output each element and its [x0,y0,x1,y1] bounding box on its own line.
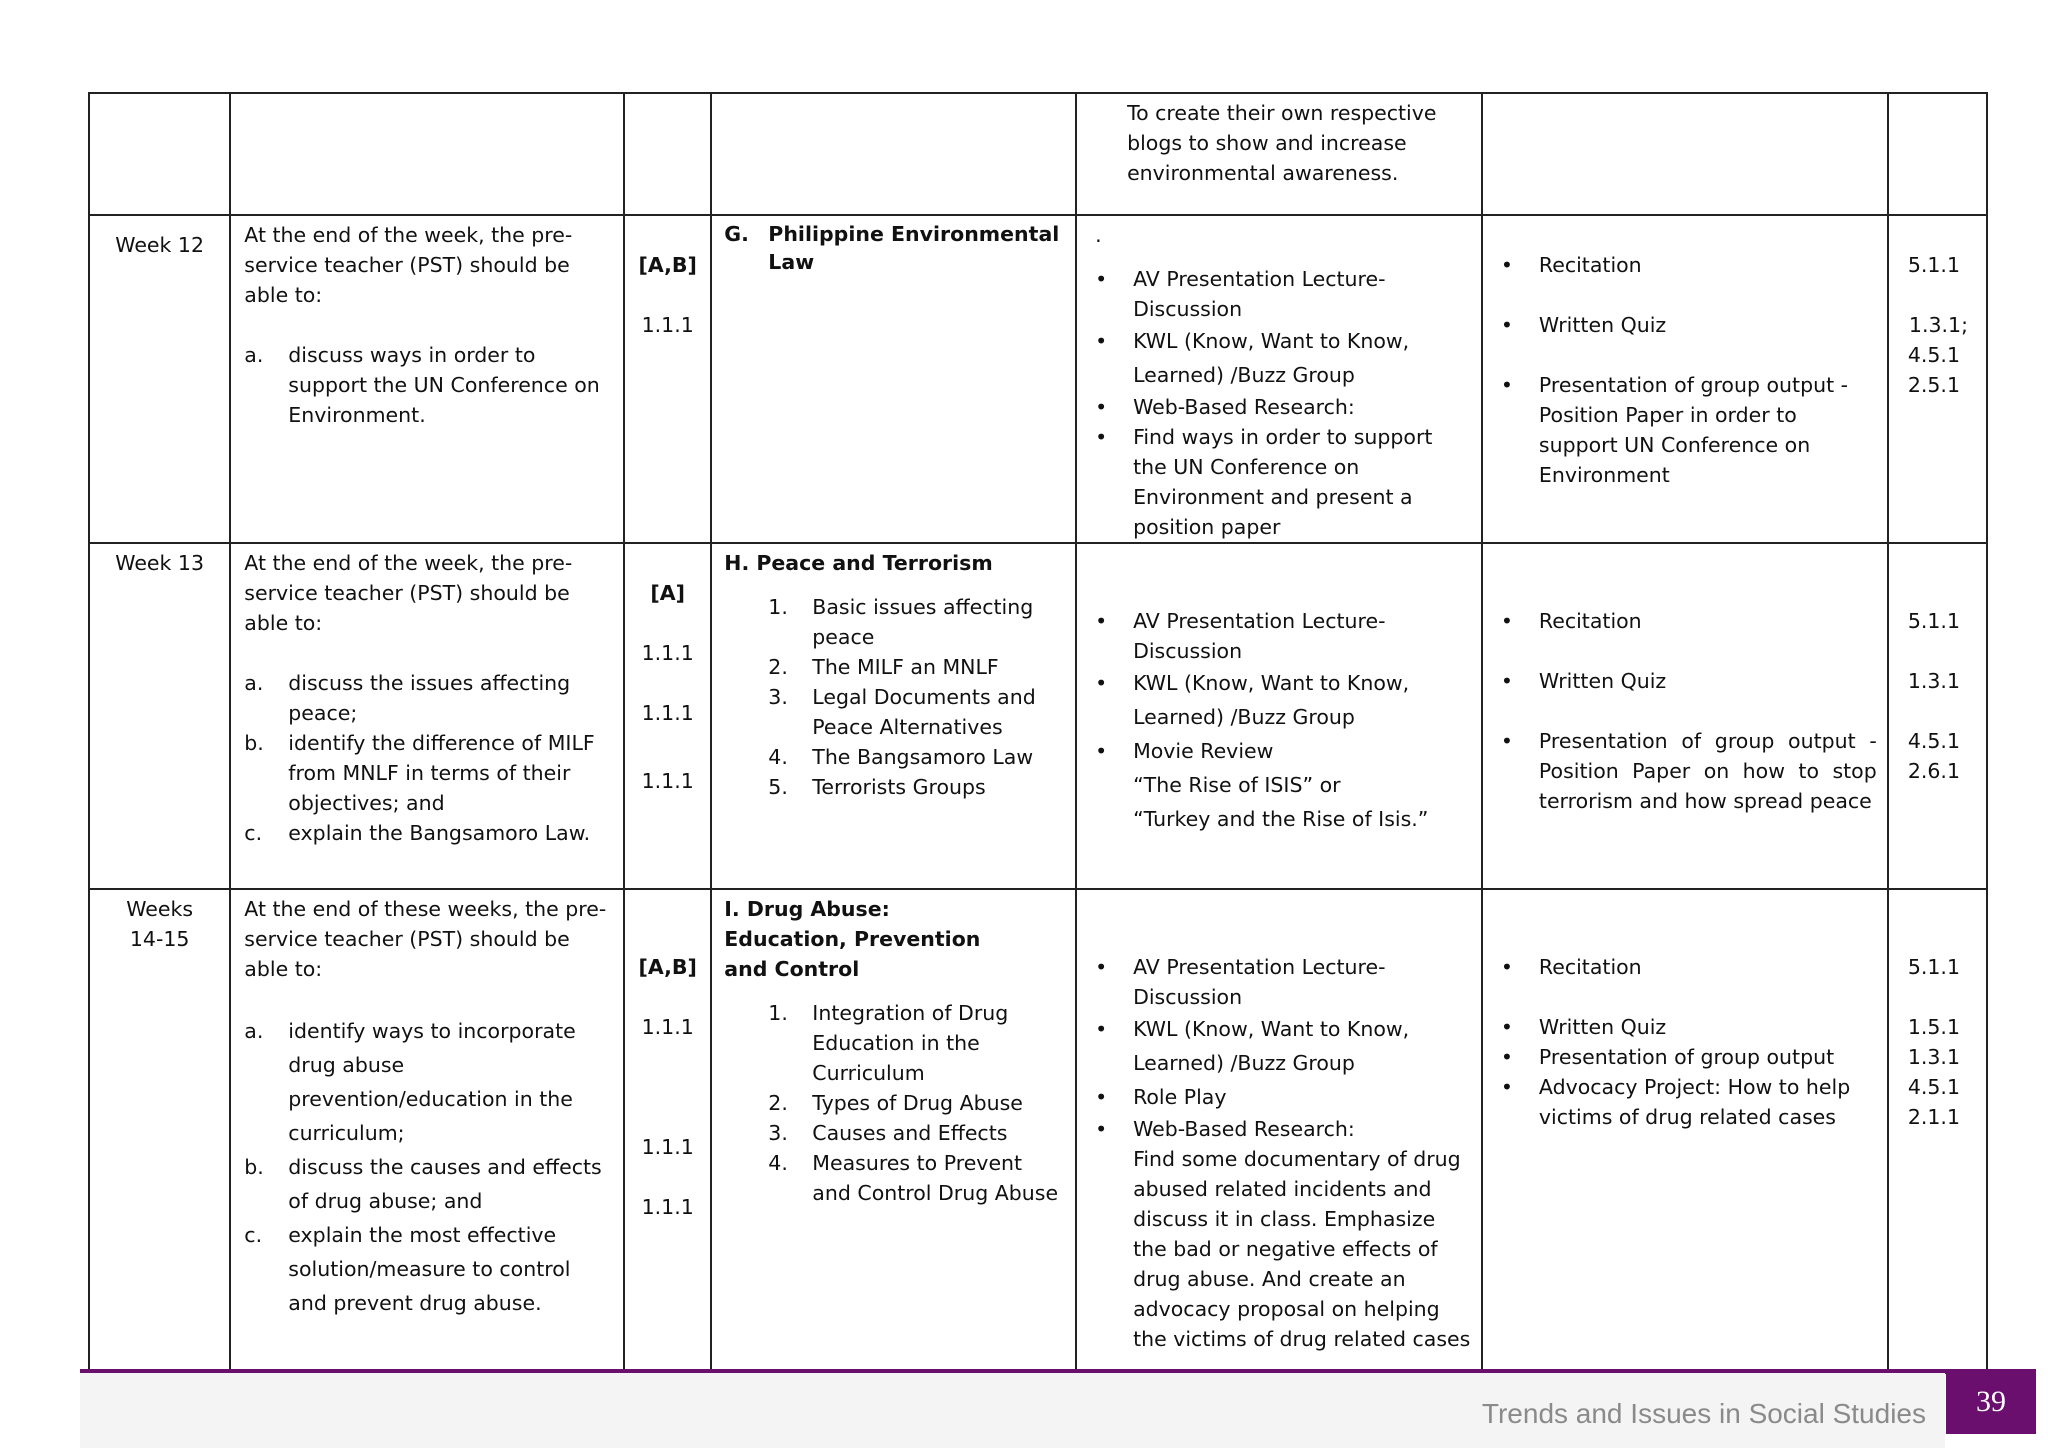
activity-subtext: “The Rise of ISIS” or [1133,773,1341,797]
bullet-icon: • [1095,1017,1108,1041]
bullet-icon: • [1095,739,1108,763]
activity-dot: . [1095,223,1102,247]
outcomes-intro: At the end of the week, the pre-service teacher (PST) should be able to: [244,223,573,307]
topic-text: Measures to Prevent and Control Drug Abuse [812,1151,1059,1205]
activity-item [1087,1012,1471,1080]
outcomes-cell [230,543,624,889]
week-cell [89,543,230,889]
objective-marker: a. [244,1019,264,1043]
topic-text: The Bangsamoro Law [812,745,1034,769]
activity-text: Web-Based Research: [1133,395,1355,419]
standard-code: 5.1.1 [1907,609,1960,633]
standard-code: 1.5.1 [1907,1015,1960,1039]
standard-code: 2.1.1 [1907,1105,1960,1129]
domain-code: [A,B] [638,955,697,979]
assessment-text: Recitation [1538,609,1642,633]
activity-item [1087,606,1471,666]
activity-item [1087,264,1471,324]
objective-text: discuss ways in order to support the UN Conference on Environment. [288,343,600,427]
topic-text: Types of Drug Abuse [812,1091,1023,1115]
bullet-icon: • [1095,1117,1108,1141]
topics-cell [711,889,1076,1373]
topic-marker: 1. [768,1001,788,1025]
table-row [89,215,1987,543]
assessment-text: Written Quiz [1538,669,1667,693]
bullet-icon: • [1500,955,1513,979]
bullet-icon: • [1095,425,1108,449]
topic-item [724,998,1067,1088]
standard-code: 5.1.1 [1907,253,1960,277]
topic-marker: 3. [768,685,788,709]
topic-item [724,592,1067,652]
domain-code: 1.1.1 [641,313,694,337]
assessment-text: Presentation of group output -Position Paper on how to stop terrorism and how spread peace [1538,729,1877,813]
standard-code: 5.1.1 [1907,955,1960,979]
activity-subtext: “Turkey and the Rise of Isis.” [1133,807,1429,831]
topic-title: Philippine Environmental Law [768,222,1060,274]
domain-cell [624,889,711,1373]
domain-code: 1.1.1 [641,1015,694,1039]
domain-cell [624,543,711,889]
activity-text: Web-Based Research: [1133,1117,1355,1141]
domain-cell [624,215,711,543]
bullet-icon: • [1095,955,1108,979]
standard-code: 1.3.1 [1907,669,1960,693]
activity-text: AV Presentation Lecture-Discussion [1133,267,1386,321]
topic-item [724,652,1067,682]
objective-item [244,340,615,430]
topic-title: H. Peace and Terrorism [724,551,993,575]
outcomes-cell [230,93,624,215]
objective-marker: c. [244,821,263,845]
assessment-item [1493,726,1877,816]
topic-item [724,682,1067,742]
standards-cell [1888,889,1987,1373]
activity-item [1087,392,1471,422]
bullet-icon: • [1095,395,1108,419]
domain-code: 1.1.1 [641,701,694,725]
assessment-item [1493,1042,1877,1072]
topic-text: The MILF an MNLF [812,655,999,679]
objective-marker: b. [244,731,264,755]
topic-marker: 2. [768,655,788,679]
activity-item [1087,666,1471,734]
objective-item [244,668,615,728]
objective-item [244,1150,615,1218]
standards-cell [1888,215,1987,543]
topic-item [724,1088,1067,1118]
assessment-text: Presentation of group output -Position Paper in order to support UN Conference on Environment [1538,373,1849,487]
table-row [89,889,1987,1373]
standards-cell [1888,543,1987,889]
topic-item [724,1148,1067,1208]
topic-marker: G. [724,222,749,246]
activity-item [1087,1080,1471,1114]
topic-item [724,742,1067,772]
activities-cell [1076,215,1482,543]
outcomes-intro: At the end of these weeks, the pre-service teacher (PST) should be able to: [244,897,607,981]
topic-text: Causes and Effects [812,1121,1008,1145]
activity-line: blogs to show and increase [1127,131,1407,155]
assessment-text: Recitation [1538,955,1642,979]
objective-text: discuss the causes and effects of drug abuse; and [288,1155,602,1213]
table-row [89,93,1987,215]
objective-text: explain the most effective solution/measure to control and prevent drug abuse. [288,1223,571,1315]
week-label: Week 12 [115,233,205,257]
domain-code: 1.1.1 [641,641,694,665]
assessment-item [1493,1072,1877,1132]
week-cell [89,215,230,543]
activity-item [1087,422,1471,542]
objective-marker: c. [244,1223,263,1247]
objective-text: discuss the issues affecting peace; [288,671,571,725]
topic-text: Integration of Drug Education in the Curriculum [812,1001,1009,1085]
week-cell [89,889,230,1373]
bullet-icon: • [1500,1075,1513,1099]
standard-code: 2.5.1 [1907,373,1960,397]
outcomes-cell [230,889,624,1373]
topic-marker: 3. [768,1121,788,1145]
bullet-icon: • [1500,1045,1513,1069]
outcomes-intro: At the end of the week, the pre-service teacher (PST) should be able to: [244,551,573,635]
objective-text: explain the Bangsamoro Law. [288,821,591,845]
topic-item [724,1118,1067,1148]
assessment-item [1493,666,1877,696]
activity-text: AV Presentation Lecture-Discussion [1133,955,1386,1009]
page-number: 39 [1946,1369,2036,1434]
assessment-item [1493,1012,1877,1042]
topic-marker: 5. [768,775,788,799]
activity-text: KWL (Know, Want to Know, Learned) /Buzz Group [1133,1017,1410,1075]
syllabus-table [88,92,1988,1374]
activity-text: Role Play [1133,1085,1227,1109]
activity-item [1087,324,1471,392]
bullet-icon: • [1500,1015,1513,1039]
topic-title: I. Drug Abuse: Education, Prevention and Control [724,897,981,981]
assessment-text: Recitation [1538,253,1642,277]
objective-text: identify the difference of MILF from MNLF in terms of their objectives; and [288,731,595,815]
assessment-item [1493,250,1877,280]
topic-marker: 2. [768,1091,788,1115]
activity-text: Find ways in order to support the UN Conference on Environment and present a position paper [1133,425,1433,539]
bullet-icon: • [1095,671,1108,695]
bullet-icon: • [1095,1085,1108,1109]
topics-cell [711,543,1076,889]
assessment-item [1493,952,1877,982]
domain-cell [624,93,711,215]
bullet-icon: • [1500,669,1513,693]
standards-cell [1888,93,1987,215]
assessment-text: Presentation of group output [1538,1045,1835,1069]
bullet-icon: • [1500,729,1513,753]
domain-code: 1.1.1 [641,1195,694,1219]
objective-marker: a. [244,671,264,695]
objective-text: identify ways to incorporate drug abuse prevention/education in the curriculum; [288,1019,576,1145]
topic-text: Legal Documents and Peace Alternatives [812,685,1036,739]
activities-cell [1076,543,1482,889]
domain-code: 1.1.1 [641,1135,694,1159]
activity-text: KWL (Know, Want to Know, Learned) /Buzz Group [1133,329,1410,387]
topic-marker: 4. [768,1151,788,1175]
activity-text: KWL (Know, Want to Know, Learned) /Buzz Group [1133,671,1410,729]
activities-cell [1076,93,1482,215]
topics-cell [711,215,1076,543]
domain-code: 1.1.1 [641,769,694,793]
topic-text: Basic issues affecting peace [812,595,1034,649]
assessment-item [1493,370,1877,490]
objective-item [244,1014,615,1150]
bullet-icon: • [1500,313,1513,337]
week-cell [89,93,230,215]
assessment-cell [1482,889,1888,1373]
bullet-icon: • [1500,253,1513,277]
week-label: Weeks [126,897,194,921]
standard-code: 4.5.1 [1907,343,1960,367]
table-row [89,543,1987,889]
bullet-icon: • [1095,609,1108,633]
bullet-icon: • [1095,329,1108,353]
standard-code: 1.3.1; [1908,313,1968,337]
objective-item [244,728,615,818]
assessment-item [1493,310,1877,340]
activity-text: AV Presentation Lecture-Discussion [1133,609,1386,663]
assessment-item [1493,606,1877,636]
topic-marker: 4. [768,745,788,769]
assessment-text: Advocacy Project: How to help victims of drug related cases [1538,1075,1851,1129]
assessment-text: Written Quiz [1538,313,1667,337]
objective-marker: b. [244,1155,264,1179]
activity-item [1087,1114,1471,1144]
topic-item [724,772,1067,802]
activity-line: environmental awareness. [1127,161,1399,185]
topic-heading [724,220,1067,276]
standard-code: 1.3.1 [1907,1045,1960,1069]
topics-cell [711,93,1076,215]
week-label: 14-15 [129,927,190,951]
domain-code: [A] [650,581,686,605]
standard-code: 2.6.1 [1907,759,1960,783]
activity-line: To create their own respective [1127,101,1437,125]
standard-code: 4.5.1 [1907,1075,1960,1099]
objective-marker: a. [244,343,264,367]
assessment-cell [1482,215,1888,543]
outcomes-cell [230,215,624,543]
activity-text: Movie Review [1133,739,1274,763]
bullet-icon: • [1500,609,1513,633]
assessment-cell [1482,543,1888,889]
activity-item [1087,734,1471,768]
activity-subtext: Find some documentary of drug abused related incidents and discuss it in class. Emphasize the bad or negative effects of drug abuse. And create an advocacy proposal on helping the victims of drug related cases [1133,1147,1471,1351]
bullet-icon: • [1500,373,1513,397]
assessment-cell [1482,93,1888,215]
footer-title: Trends and Issues in Social Studies [1481,1398,1926,1429]
standard-code: 4.5.1 [1907,729,1960,753]
bullet-icon: • [1095,267,1108,291]
objective-item [244,1218,615,1320]
objective-item [244,818,615,848]
week-label: Week 13 [115,551,205,575]
activities-cell [1076,889,1482,1373]
domain-code: [A,B] [638,253,697,277]
topic-text: Terrorists Groups [812,775,986,799]
assessment-text: Written Quiz [1538,1015,1667,1039]
activity-item [1087,952,1471,1012]
topic-marker: 1. [768,595,788,619]
